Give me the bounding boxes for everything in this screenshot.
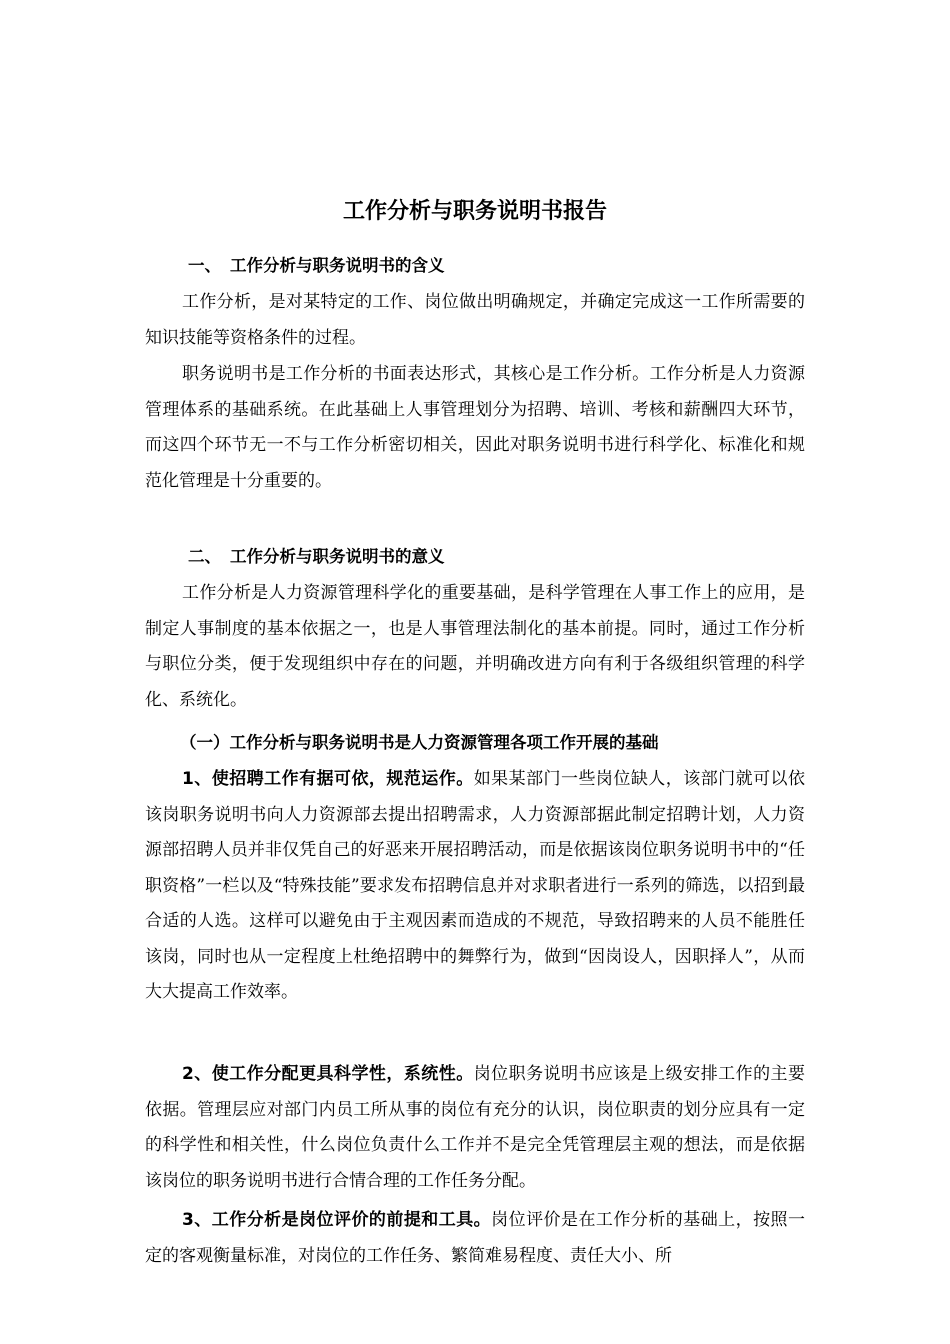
document-title: 工作分析与职务说明书报告 bbox=[342, 199, 607, 224]
section-1-number: 一、 bbox=[188, 256, 221, 275]
item-1-lead: 1、使招聘工作有据可依，规范运作。 bbox=[182, 769, 474, 789]
item-1-body: 如果某部门一些岗位缺人，该部门就可以依该岗职务说明书向人力资源部去提出招聘需求，人力资源部据此制定招聘计划，人力资源部招聘人员并非仅凭自己的好恶来开展招聘活动，而是依据该岗位职务说明书中的“任职资格”一栏以及“特殊技能”要求发布招聘信息并对求职者进行一系列的筛选，以招到最合适的人选。这样可以避免由于主观因素而造成的不规范，导致招聘来的人员不能胜任该岗，同时也从一定程度上杜绝招聘中的舞弊行为，做到“因岗设人，因职择人”，从而大大提高工作效率。 bbox=[145, 769, 806, 1002]
section-2-heading-text: 工作分析与职务说明书的意义 bbox=[230, 547, 445, 566]
item-2-paragraph bbox=[145, 1057, 805, 1199]
item-3-paragraph bbox=[145, 1203, 805, 1274]
section-1-heading-text: 工作分析与职务说明书的含义 bbox=[230, 256, 445, 275]
section-2-paragraph-1: 工作分析是人力资源管理科学化的重要基础，是科学管理在人事工作上的应用，是制定人事制度的基本依据之一，也是人事管理法制化的基本前提。同时，通过工作分析与职位分类，便于发现组织中存在的问题，并明确改进方向有利于各级组织管理的科学化、系统化。 bbox=[145, 583, 805, 710]
section-2-number: 二、 bbox=[188, 547, 221, 566]
item-3-lead: 3、工作分析是岗位评价的前提和工具。 bbox=[182, 1210, 492, 1230]
item-3-body: 岗位评价是在工作分析的基础上，按照一定的客观衡量标准，对岗位的工作任务、繁简难易程度、责任大小、所 bbox=[145, 1210, 806, 1266]
item-2-lead: 2、使工作分配更具科学性，系统性。 bbox=[182, 1064, 474, 1084]
item-2-body: 岗位职务说明书应该是上级安排工作的主要依据。管理层应对部门内员工所从事的岗位有充分的认识，岗位职责的划分应具有一定的科学性和相关性，什么岗位负责什么工作并不是完全凭管理层主观的想法，而是依据该岗位的职务说明书进行合情合理的工作任务分配。 bbox=[145, 1064, 806, 1191]
section-1-heading bbox=[188, 252, 445, 280]
section-2-heading bbox=[188, 543, 445, 571]
subsection-1-heading: （一）工作分析与职务说明书是人力资源管理各项工作开展的基础 bbox=[180, 733, 659, 752]
section-1-paragraph-1: 工作分析，是对某特定的工作、岗位做出明确规定，并确定完成这一工作所需要的知识技能等资格条件的过程。 bbox=[145, 292, 805, 348]
section-1-paragraph-2: 职务说明书是工作分析的书面表达形式，其核心是工作分析。工作分析是人力资源管理体系的基础系统。在此基础上人事管理划分为招聘、培训、考核和薪酬四大环节，而这四个环节无一不与工作分析密切相关，因此对职务说明书进行科学化、标准化和规范化管理是十分重要的。 bbox=[145, 364, 805, 491]
item-1-paragraph bbox=[145, 762, 805, 1011]
